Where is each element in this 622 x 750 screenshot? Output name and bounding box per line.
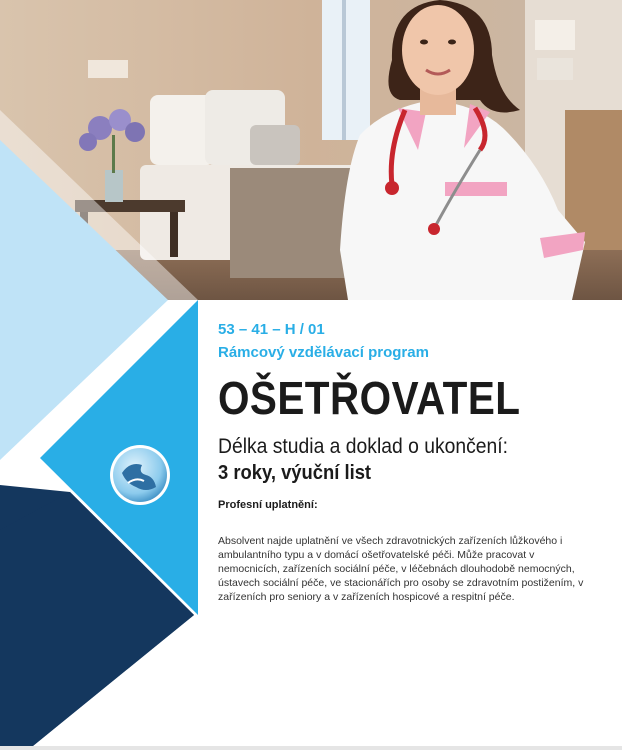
program-info: [218, 320, 608, 604]
study-length-value: 3 roky, výuční list: [218, 462, 372, 484]
profession-heading: Profesní uplatnění:: [218, 499, 318, 511]
page-title: OŠETŘOVATEL: [218, 372, 521, 424]
globe-hands-icon: [108, 443, 172, 507]
program-subtitle: Rámcový vzdělávací program: [218, 344, 429, 361]
program-code: 53 – 41 – H / 01: [218, 321, 325, 338]
bottom-divider: [0, 746, 622, 750]
profession-description: Absolvent najde uplatnění ve všech zdravotnických zařízeních lůžkového i ambulantního typu a v domácí ošetřovatelské péči. Může pracovat v nemocnicích, zařízeních sociální péče, v léčebnách dlouhodobě nemocných, ústavech sociální péče, ve stacionářích pro osoby se zdravotním postižením, v zařízeních pro seniory a v zařízeních hospicové a respitní péče.: [218, 535, 584, 603]
study-length-label: Délka studia a doklad o ukončení:: [218, 435, 509, 458]
